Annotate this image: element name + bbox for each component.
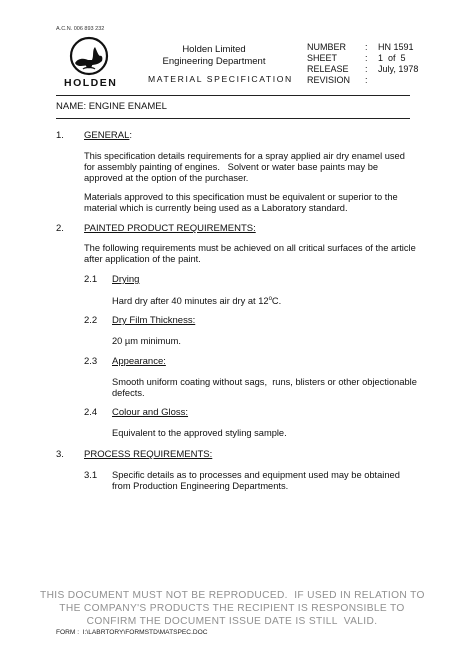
general-paragraph-2 bbox=[84, 192, 398, 214]
subsection-title: Appearance: bbox=[112, 356, 166, 367]
text-line: C. bbox=[271, 296, 282, 307]
meta-key: SHEET bbox=[307, 53, 338, 63]
acn-number: A.C.N. 006 893 232 bbox=[56, 26, 105, 32]
section-title-suffix: : bbox=[129, 130, 133, 141]
meta-value: HN 1591 bbox=[378, 42, 414, 52]
text-line: Specific details as to processes and equipment used may be obtained bbox=[112, 470, 400, 480]
department-name: Engineering Department bbox=[162, 56, 266, 67]
meta-row-release bbox=[307, 64, 418, 75]
meta-key: NUMBER bbox=[307, 42, 347, 52]
text-line: Hard dry after 40 minutes air dry at 12 bbox=[112, 296, 269, 307]
section-title: GENERAL bbox=[84, 130, 130, 141]
subsection-title: Colour and Gloss: bbox=[112, 407, 189, 418]
meta-row-number bbox=[307, 42, 418, 53]
text-line: Materials approved to this specification must be equivalent or superior to the bbox=[84, 192, 398, 202]
document-meta-table bbox=[307, 42, 418, 86]
meta-sep: : bbox=[365, 64, 368, 74]
text-line: for assembly painting of engines. Solvent or water base paints may be bbox=[84, 162, 379, 172]
section-number: 1. bbox=[56, 130, 64, 141]
drying-requirement bbox=[112, 294, 281, 307]
degree-superscript: o bbox=[268, 296, 272, 302]
meta-key: RELEASE bbox=[307, 64, 349, 74]
reproduction-notice bbox=[40, 589, 424, 628]
section-number: 2. bbox=[56, 223, 64, 234]
colour-gloss-requirement: Equivalent to the approved styling sample. bbox=[112, 428, 287, 438]
text-line: from Production Engineering Departments. bbox=[112, 481, 289, 491]
header-divider bbox=[56, 95, 410, 96]
meta-value: July, 1978 bbox=[378, 64, 419, 74]
subsection-title: Drying bbox=[112, 274, 140, 285]
meta-value bbox=[378, 75, 418, 86]
subsection-number: 3.1 bbox=[84, 470, 98, 481]
meta-sep: : bbox=[365, 42, 368, 52]
form-path: FORM : I:\LABRTORY\FORMSTD\MATSPEC.DOC bbox=[56, 629, 208, 636]
text-line: Smooth uniform coating without sags, runs, blisters or other objectionable bbox=[112, 377, 417, 387]
subsection-number: 2.2 bbox=[84, 315, 98, 326]
text-line: defects. bbox=[112, 388, 145, 398]
text-line: The following requirements must be achieved on all critical surfaces of the article bbox=[84, 243, 416, 253]
section-title: PROCESS REQUIREMENTS: bbox=[84, 449, 213, 460]
general-paragraph-1 bbox=[84, 151, 405, 184]
name-divider bbox=[56, 118, 410, 119]
meta-row-sheet bbox=[307, 53, 418, 64]
material-name: NAME: ENGINE ENAMEL bbox=[56, 101, 167, 112]
section-title: PAINTED PRODUCT REQUIREMENTS: bbox=[84, 223, 256, 234]
notice-line: CONFIRM THE DOCUMENT ISSUE DATE IS STILL VALID. bbox=[86, 616, 378, 627]
holden-wordmark: HOLDEN bbox=[64, 77, 118, 89]
subsection-number: 2.4 bbox=[84, 407, 98, 418]
company-name: Holden Limited bbox=[182, 44, 246, 55]
text-line: This specification details requirements for a spray applied air dry enamel used bbox=[84, 151, 405, 161]
notice-line: THIS DOCUMENT MUST NOT BE REPRODUCED. IF USED IN RELATION TO bbox=[40, 590, 425, 601]
meta-key: REVISION bbox=[307, 75, 351, 85]
subsection-number: 2.3 bbox=[84, 356, 98, 367]
process-requirement bbox=[112, 470, 400, 492]
painted-product-intro bbox=[84, 243, 416, 265]
text-line: material which is currently being used as a Laboratory standard. bbox=[84, 203, 348, 213]
section-heading-general bbox=[84, 130, 132, 141]
subsection-number: 2.1 bbox=[84, 274, 98, 285]
film-thickness-requirement: 20 µm minimum. bbox=[112, 336, 181, 346]
section-number: 3. bbox=[56, 449, 64, 460]
meta-value: 1 of 5 bbox=[378, 53, 406, 63]
document-type: MATERIAL SPECIFICATION bbox=[148, 74, 293, 84]
meta-row-revision bbox=[307, 75, 418, 86]
text-line: after application of the paint. bbox=[84, 254, 201, 264]
appearance-requirement bbox=[112, 377, 417, 399]
subsection-title: Dry Film Thickness: bbox=[112, 315, 196, 326]
notice-line: THE COMPANY'S PRODUCTS THE RECIPIENT IS RESPONSIBLE TO bbox=[59, 603, 405, 614]
meta-sep: : bbox=[365, 75, 368, 85]
meta-sep: : bbox=[365, 53, 368, 63]
text-line: approved at the option of the purchaser. bbox=[84, 173, 249, 183]
company-block bbox=[160, 44, 268, 68]
